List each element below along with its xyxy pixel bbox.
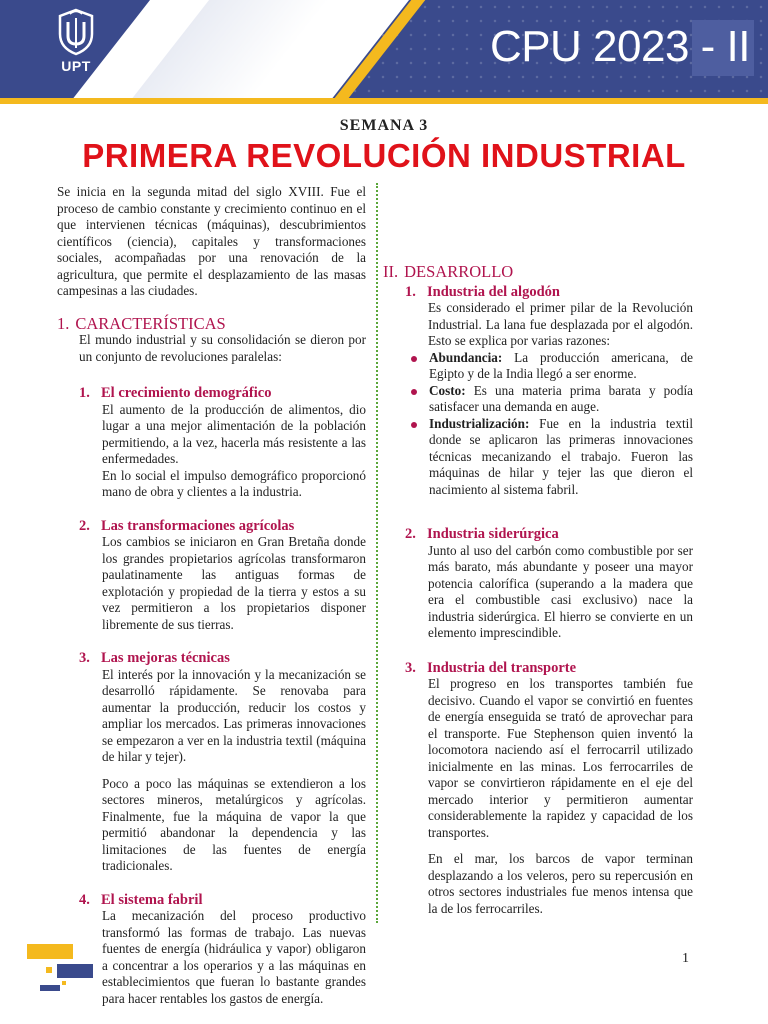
- section-heading-caracteristicas: [57, 313, 366, 333]
- page-number: 1: [682, 951, 689, 966]
- right-column: [383, 184, 693, 917]
- item-paragraph: Junto al uso del carbón como combustible por ser más barato, más abundante y poseer una mayor potencia calorífica (superando a la madera que era el combustible casi exclusivo) nace la industria siderúrgica. El hierro se convierte en un elemento imprescindible.: [428, 542, 693, 640]
- item-title: El sistema fabril: [101, 891, 203, 908]
- section-number: II.: [383, 262, 399, 281]
- header-yellow-stripe: [0, 98, 768, 104]
- bullet-label: Abundancia:: [429, 349, 503, 365]
- item-paragraph: La mecanización del proceso productivo transformó las formas de trabajo. Las nuevas fuentes de energía (hidráulica y vapor) obligaron a concentrar a los operarios y a las máquinas en establecimientos que fueran lo bastante grandes para hacer rentables los gastos de energía.: [102, 908, 366, 1006]
- item-paragraph: Los cambios se iniciaron en Gran Bretaña donde los grandes propietarios agrícolas transformaron paulatinamente las antiguas formas de explotación y propiedad de la tierra y estos a su vez permitieron a los propietarios disponer libremente de sus tierras.: [102, 534, 366, 632]
- section-title: DESARROLLO: [404, 262, 514, 281]
- item-number: 2.: [79, 517, 90, 534]
- item-number: 3.: [405, 659, 416, 676]
- item-paragraph: El aumento de la producción de alimentos, dio lugar a una mejor alimentación de la población permitiendo, a la vez, hacerla más resistente a las enfermedades.: [102, 401, 366, 466]
- item-title: Industria del transporte: [427, 659, 577, 676]
- footer-decoration: [46, 967, 52, 973]
- upt-logo: [52, 8, 100, 88]
- item-paragraph: Poco a poco las máquinas se extendieron a los sectores mineros, metalúrgicos y agrícolas. Finalmente, fue la máquina de vapor la que permitió abandonar la dependencia y las limitaciones de las fuentes de energía tradicionales.: [102, 775, 366, 873]
- item-title: Las transformaciones agrícolas: [101, 517, 295, 534]
- item-number: 1.: [79, 385, 90, 401]
- bullet-text: Es una materia prima barata y podía satisfacer una demanda en auge.: [429, 382, 693, 414]
- list-item: [405, 416, 693, 499]
- left-column: [57, 184, 366, 1007]
- page-title: PRIMERA REVOLUCIÓN INDUSTRIAL: [82, 137, 686, 174]
- subheading-algodon: [405, 284, 693, 301]
- bullet-label: Costo:: [429, 382, 466, 398]
- bullet-text: Fue en la industria textil donde se aplicaron las primeras innovaciones técnicas mecanizando el trabajo. Fueron las máquinas de hilar y tejer las que dieron el nacimiento al sistema fabril.: [429, 415, 693, 497]
- item-number: 1.: [405, 283, 416, 300]
- page-header: [0, 0, 768, 108]
- item-number: 4.: [79, 891, 90, 908]
- footer-decoration: [27, 944, 73, 959]
- logo-text: UPT: [61, 58, 91, 74]
- item-title: El crecimiento demográfico: [101, 385, 272, 401]
- item-title: Industria siderúrgica: [427, 526, 559, 542]
- subheading-agricolas: [79, 518, 366, 535]
- item-number: 2.: [405, 526, 416, 542]
- subheading-fabril: [79, 892, 366, 909]
- section-title: CARACTERÍSTICAS: [75, 313, 226, 333]
- section-number: 1.: [57, 313, 70, 333]
- section-heading-desarrollo: [383, 264, 693, 281]
- cycle-title: CPU 2023 - II: [489, 22, 750, 71]
- subheading-siderurgica: [405, 526, 693, 543]
- intro-paragraph: Se inicia en la segunda mitad del siglo XVIII. Fue el proceso de cambio constante y crecimiento continuo en el que intervienen técnicas (máquinas), descubrimientos científicos (ciencia), capitales y transformaciones sociales, acompañadas por una renovación de la agricultura, que permite el desplazamiento de las masas campesinas a las ciudades.: [57, 184, 366, 298]
- footer-decoration: [57, 964, 93, 978]
- section-intro: El mundo industrial y su consolidación se dieron por un conjunto de revoluciones paralelas:: [79, 332, 366, 364]
- item-paragraph: Es considerado el primer pilar de la Revolución Industrial. La lana fue desplazada por el algodón. Esto se explica por varias razones:: [428, 300, 693, 348]
- bullet-label: Industrialización:: [429, 415, 530, 431]
- subheading-crecimiento: [79, 385, 366, 402]
- subheading-mejoras: [79, 650, 366, 667]
- footer-decoration: [40, 985, 60, 991]
- week-label: SEMANA 3: [339, 117, 429, 134]
- subheading-transporte: [405, 660, 693, 677]
- footer-decoration: [62, 981, 66, 985]
- item-number: 3.: [79, 650, 90, 666]
- shield-icon: [57, 8, 95, 56]
- item-paragraph: El progreso en los transportes también fue decisivo. Cuando el vapor se convirtió en fuentes de energía enseguida se trató de aprovechar para el transporte. Fue Stephenson quien inventó la locomotora naciendo así el ferrocarril utilizado inicialmente en las minas. Los ferrocarriles de vapor se convirtieron rápidamente en el eje del mercado interior y permitieron aumentar considerablemente la rapidez y capacidad de los transportes.: [428, 676, 693, 840]
- item-paragraph: El interés por la innovación y la mecanización se desarrolló rápidamente. Se renovaba para aumentar la producción, reducir los costos y ampliar los mercados. Las primeras innovaciones se empezaron a ver en la industria textil (máquina de hilar y tejer).: [102, 666, 366, 764]
- reasons-list: [383, 350, 693, 499]
- item-title: Industria del algodón: [427, 283, 560, 300]
- item-title: Las mejoras técnicas: [101, 650, 230, 666]
- list-item: [405, 383, 693, 416]
- list-item: [405, 350, 693, 383]
- column-continuation-space: [383, 184, 693, 264]
- item-paragraph: En lo social el impulso demográfico proporcionó mano de obra y clientes a la industria.: [102, 467, 366, 499]
- bullet-text: La producción americana, de Egipto y de la India llegó a ser enorme.: [429, 349, 693, 381]
- column-divider: [376, 183, 378, 923]
- item-paragraph: En el mar, los barcos de vapor terminan desplazando a los veleros, pero su repercusión en otros sectores industriales fue menos intensa que la de los ferrocarriles.: [428, 851, 693, 916]
